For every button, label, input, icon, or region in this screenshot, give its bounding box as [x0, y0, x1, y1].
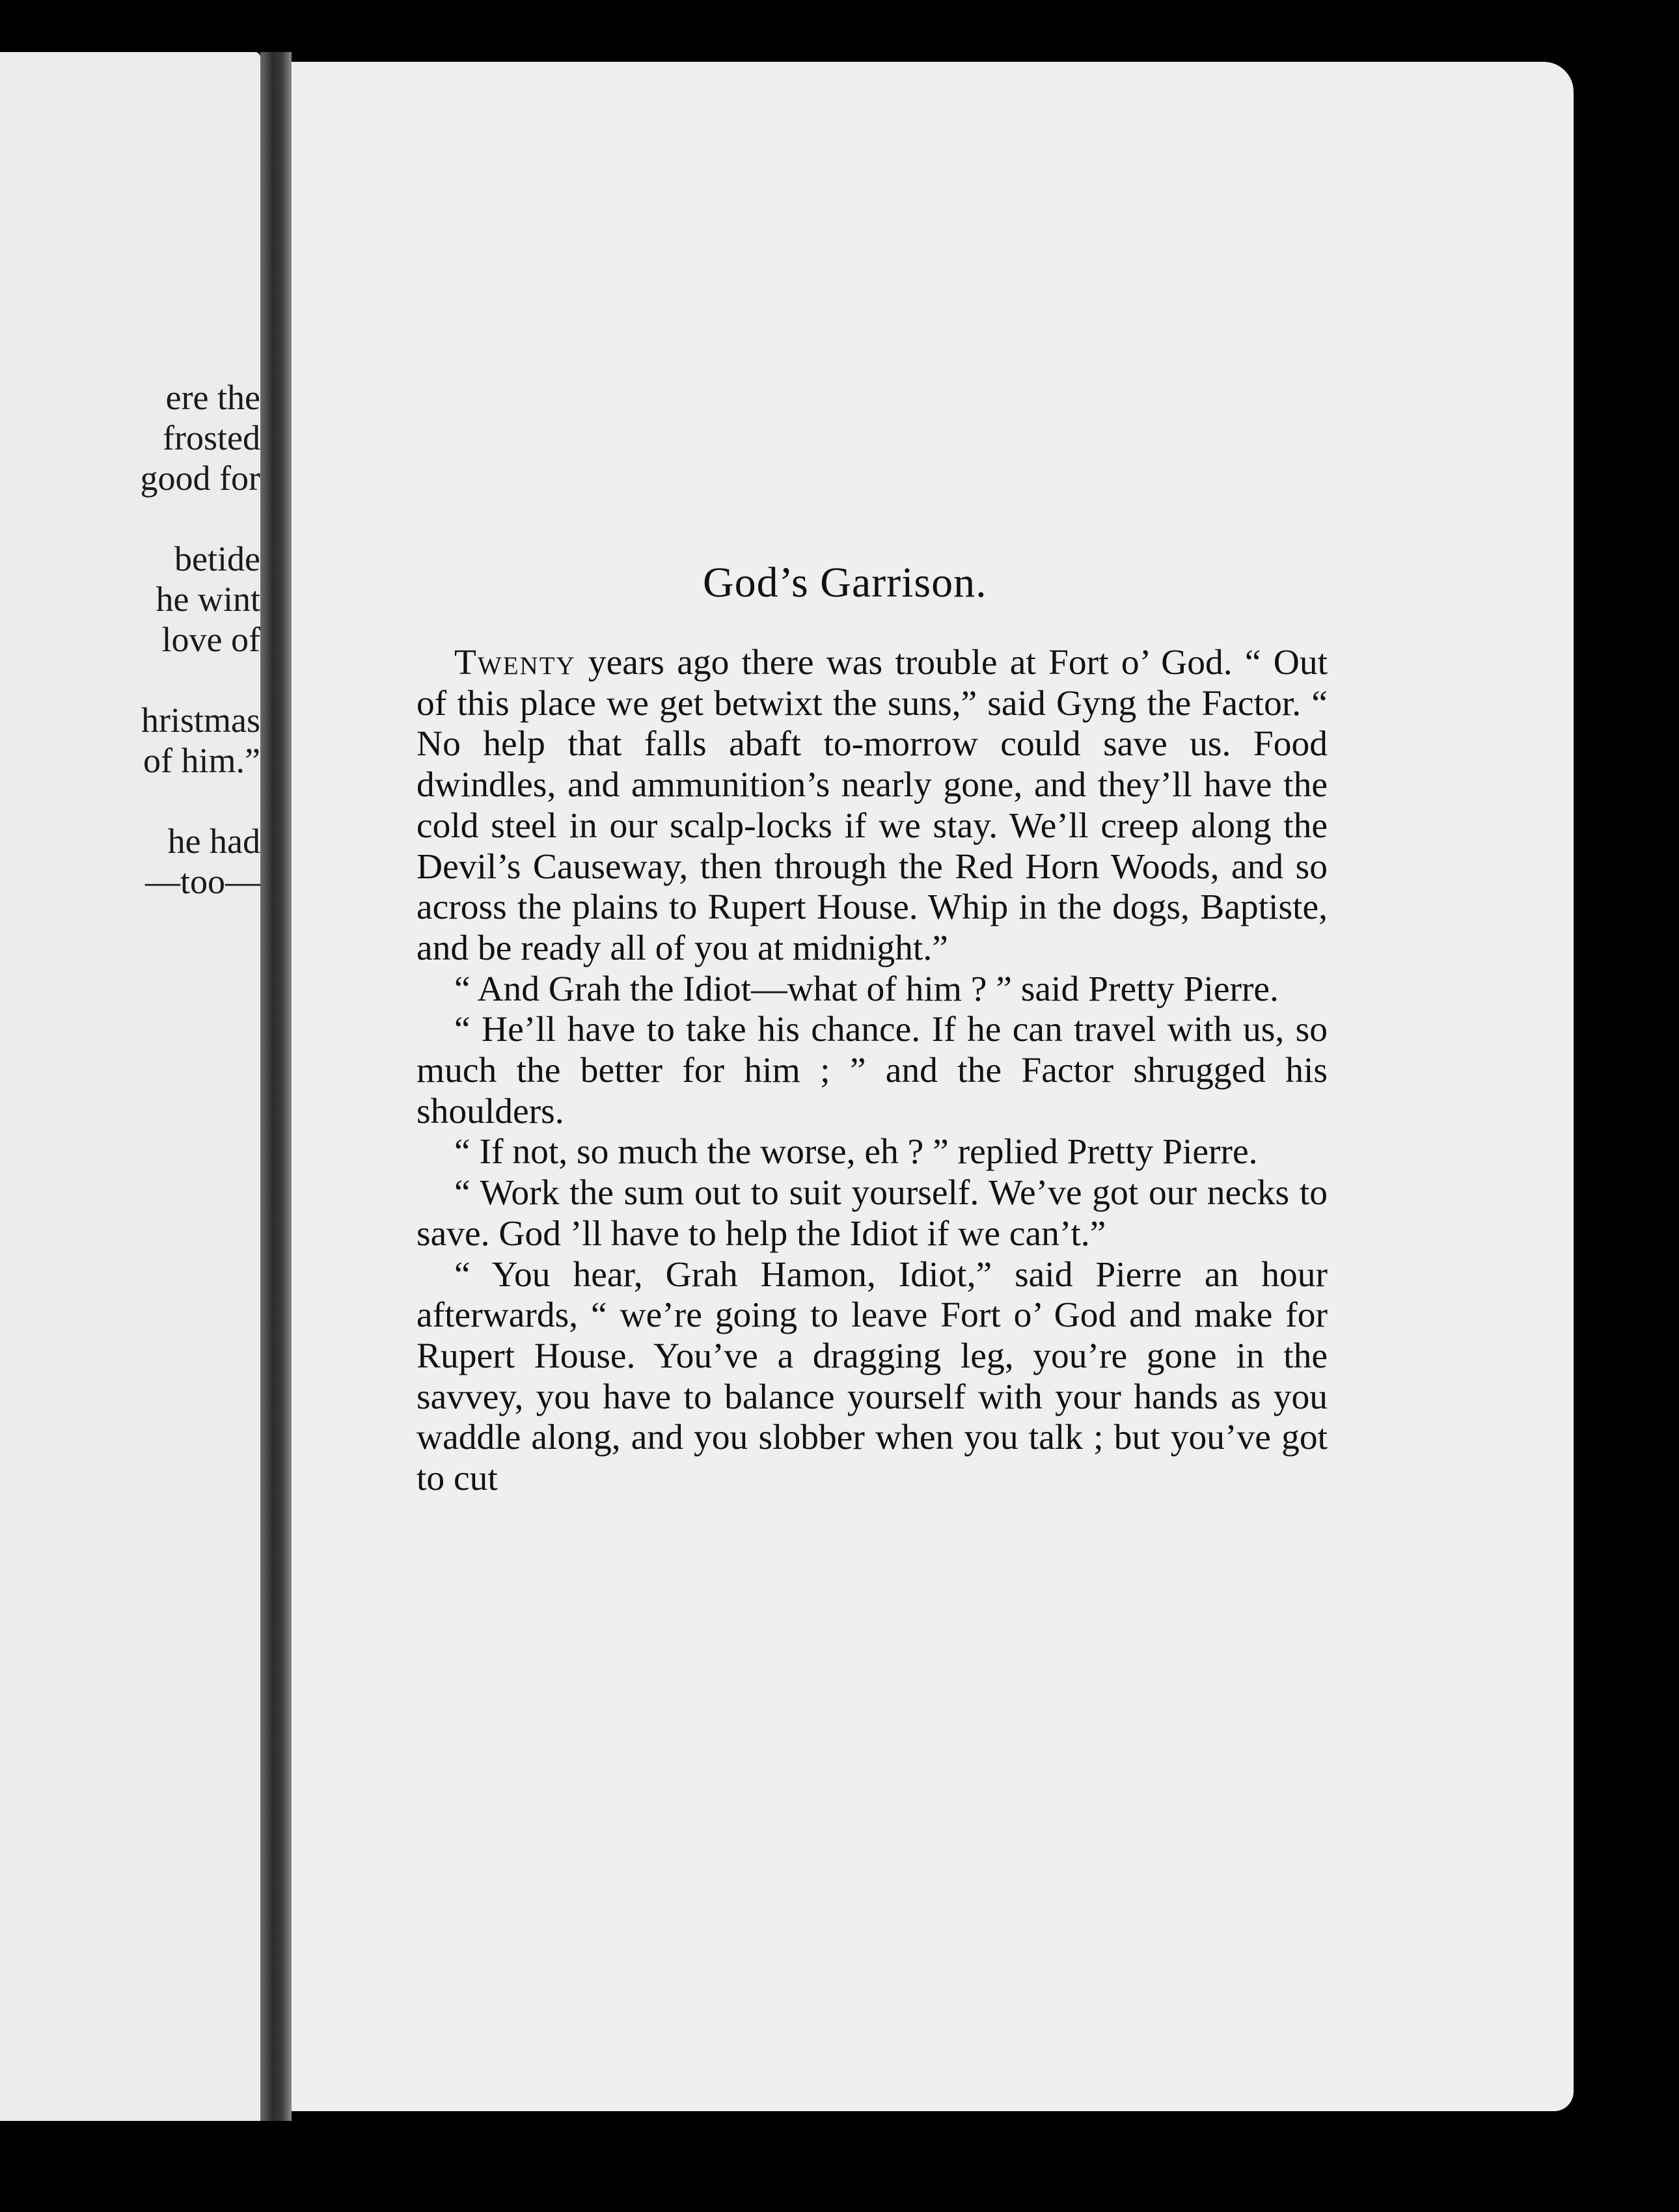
left-page-line	[13, 498, 260, 539]
body-text	[416, 643, 1328, 1500]
chapter-title: God’s Garrison.	[703, 559, 987, 606]
left-page-text	[13, 377, 260, 902]
paragraph-text: years ago there was trouble at Fort o’ God. “ Out of this place we get betwixt the suns,” said Gyng the Factor. “ No help that falls abaft to-morrow could save us. Food dwindles, and ammunition’s nearly gone, and they’ll have the cold steel in our scalp-locks if we stay. We’ll creep along the Devil’s Causeway, then through the Red Horn Woods, and so across the plains to Rupert House. Whip in the dogs, Baptiste, and be ready all of you at midnight.”	[416, 643, 1328, 968]
paragraph: “ Work the sum out to suit yourself. We’ve got our necks to save. God ’ll have to help the Idiot if we can’t.”	[416, 1173, 1328, 1254]
left-page-line: he wint	[156, 580, 260, 619]
paragraph	[416, 643, 1328, 969]
left-page-line: frosted	[163, 418, 260, 457]
left-page-line: ere the	[165, 378, 260, 417]
left-page-line: good for	[140, 459, 260, 498]
left-page-line: betide	[174, 539, 260, 578]
paragraph: “ You hear, Grah Hamon, Idiot,” said Pierre an hour afterwards, “ we’re going to leave Fort o’ God and make for Rupert House. You’ve a dragging leg, you’re gone in the savvey, you have to balance yourself with your hands as you waddle along, and you slobber when you talk ; but you’ve got to cut	[416, 1254, 1328, 1499]
paragraph: “ If not, so much the worse, eh ? ” replied Pretty Pierre.	[454, 1132, 1258, 1172]
left-page	[0, 52, 260, 2121]
paragraph: “ And Grah the Idiot—what of him ? ” said Pretty Pierre.	[454, 969, 1279, 1009]
opening-word: Twenty	[454, 643, 576, 682]
left-page-line: of him.”	[143, 741, 260, 780]
left-page-line: —too—	[144, 862, 260, 901]
left-page-line: love of	[161, 620, 260, 659]
left-page-line	[13, 660, 260, 700]
book-spine	[260, 52, 292, 2121]
paragraph: “ He’ll have to take his chance. If he can travel with us, so much the better for him ; ” and the Factor shrugged his shoulders.	[416, 1010, 1328, 1131]
left-page-line: hristmas	[141, 701, 260, 740]
left-page-line: he had	[167, 822, 260, 861]
left-page-line	[13, 781, 260, 821]
